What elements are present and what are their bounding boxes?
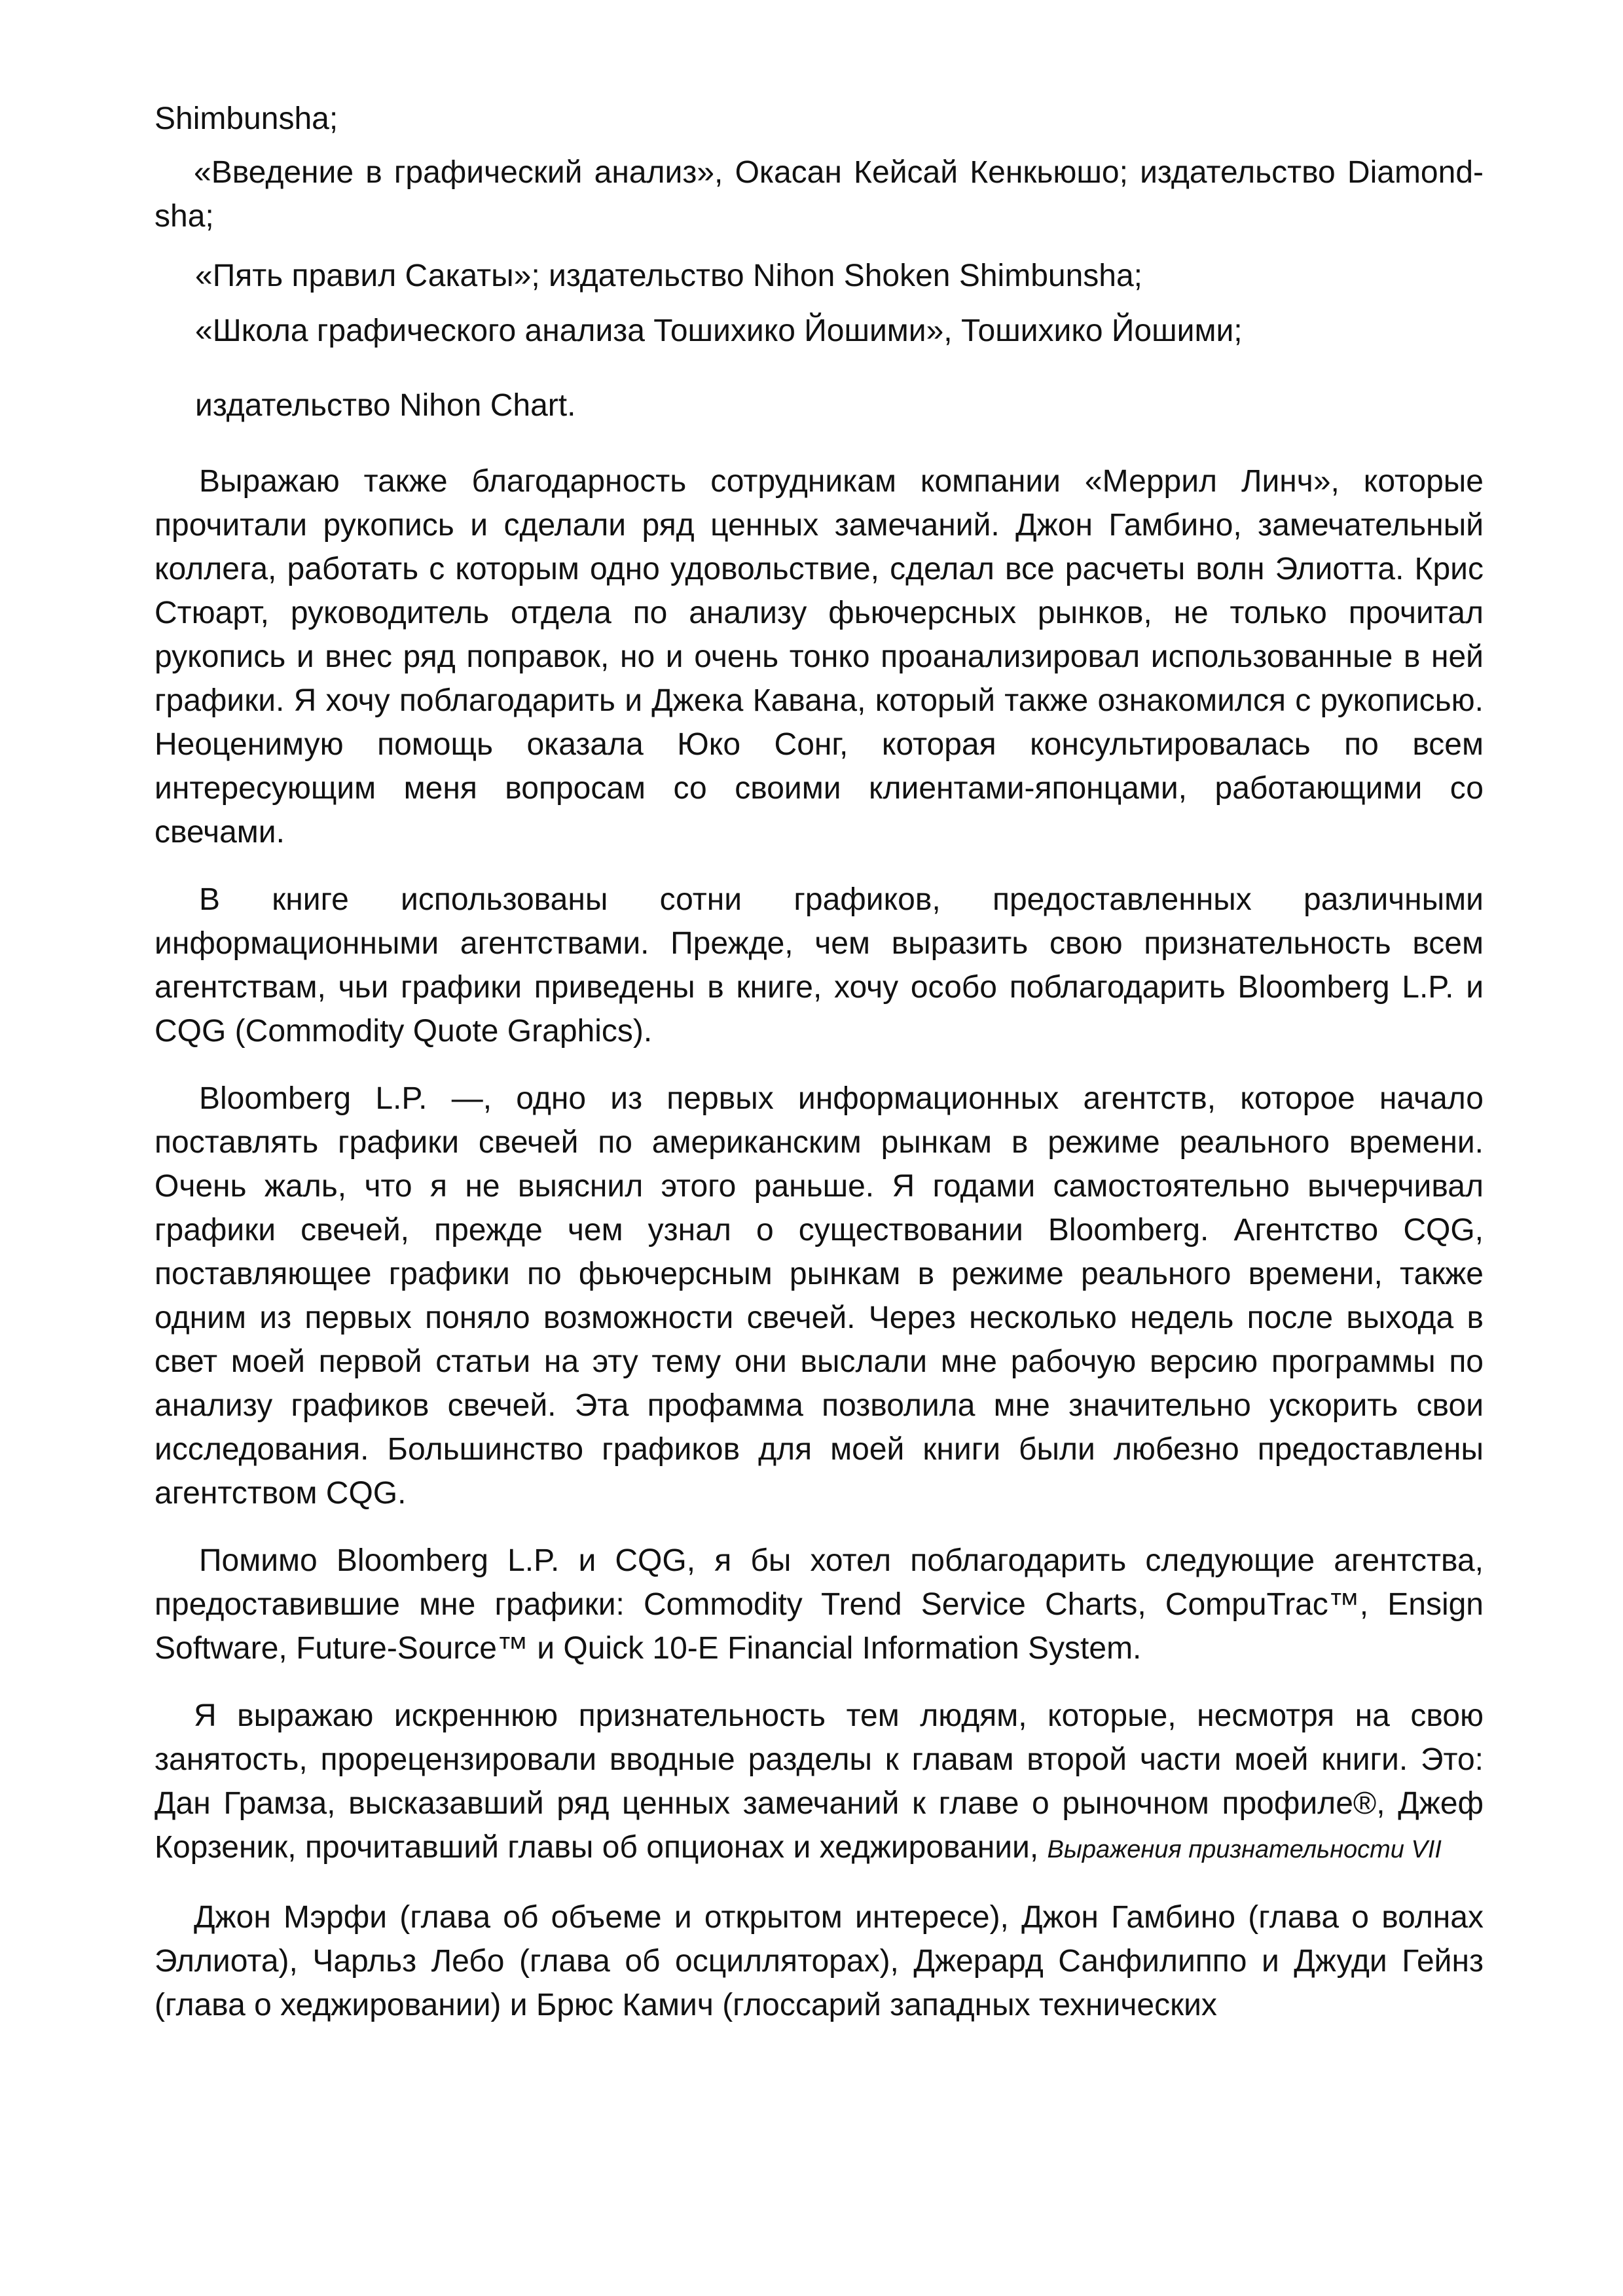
running-footer: Выражения признательности VII: [1047, 1836, 1442, 1863]
paragraph-merrill: Выражаю также благодарность сотрудникам компании «Меррил Линч», которые прочитали рукопись и сделали ряд ценных замечаний. Джон Гамбино, замечательный коллега, работать с которым одно удовольствие, сделал все расчеты волн Элиотта. Крис Стюарт, руководитель отдела по анализу фьючерсных рынков, не только прочитал рукопись и внес ряд поправок, но и очень тонко проанализировал использованные в ней графики. Я хочу поблагодарить и Джека Кавана, который также ознакомился с рукописью. Неоценимую помощь оказала Юко Сонг, которая консультировалась по всем интересующим меня вопросам со своими клиентами-японцами, работающими со свечами.: [155, 464, 1484, 850]
paragraph-agencies: Помимо Bloomberg L.P. и CQG, я бы хотел поблагодарить следующие агентства, предоставившие мне графики: Commodity Trend Service Charts, CompuTrac™, Ensign Software, Future-Source™ и Quick 10-E Financial Information System.: [155, 1543, 1484, 1666]
document-page: [155, 98, 1484, 2027]
book-five-rules: «Пять правил Сакаты»; издательство Nihon Shoken Shimbunsha;: [195, 259, 1143, 293]
publisher-nihon-chart: издательство Nihon Chart.: [195, 388, 576, 423]
paragraph-murphy: Джон Мэрфи (глава об объеме и открытом интересе), Джон Гамбино (глава о волнах Эллиота), Чарльз Лебо (глава об осцилляторах), Джерард Санфилиппо и Джуди Гейнз (глава о хеджировании) и Брюс Камич (глоссарий западных технических: [155, 1900, 1484, 2022]
reviewers-text: Я выражаю искреннюю признательность тем людям, которые, несмотря на свою занятость, прорецензировали вводные разделы к главам второй части моей книги. Это: Дан Грамза, высказавший ряд ценных замечаний к главе о рыночном профиле®, Джеф Корзеник, прочитавший главы об опционах и хеджировании,: [155, 1698, 1484, 1865]
paragraph-bloomberg: Bloomberg L.P. —, одно из первых информационных агентств, которое начало поставлять графики свечей по американским рынкам в режиме реального времени. Очень жаль, что я не выяснил этого раньше. Я годами самостоятельно вычерчивал графики свечей, прежде чем узнал о существовании Bloomberg. Агентство CQG, поставляющее графики по фьючерсным рынкам в режиме реального времени, также одним из первых поняло возможности свечей. Через несколько недель после выхода в свет моей первой статьи на эту тему они выслали мне рабочую версию программы по анализу графиков свечей. Эта профамма позволила мне значительно ускорить свои исследования. Большинство графиков для моей книги были любезно предоставлены агентством CQG.: [155, 1081, 1484, 1511]
paragraph-charts: В книге использованы сотни графиков, предоставленных различными информационными агентствами. Прежде, чем выразить свою признательность всем агентствам, чьи графики приведены в книге, хочу особо поблагодарить Bloomberg L.P. и CQG (Commodity Quote Graphics).: [155, 882, 1484, 1049]
paragraph-reviewers: [155, 1694, 1484, 1872]
book-intro-graphic: «Введение в графический анализ», Окасан Кейсай Кенкьюшо; издательство Diamond-sha;: [155, 155, 1484, 234]
line-shimbunsha: Shimbunsha;: [155, 101, 338, 136]
book-school: «Школа графического анализа Тошихико Йошими», Тошихико Йошими;: [195, 314, 1243, 348]
